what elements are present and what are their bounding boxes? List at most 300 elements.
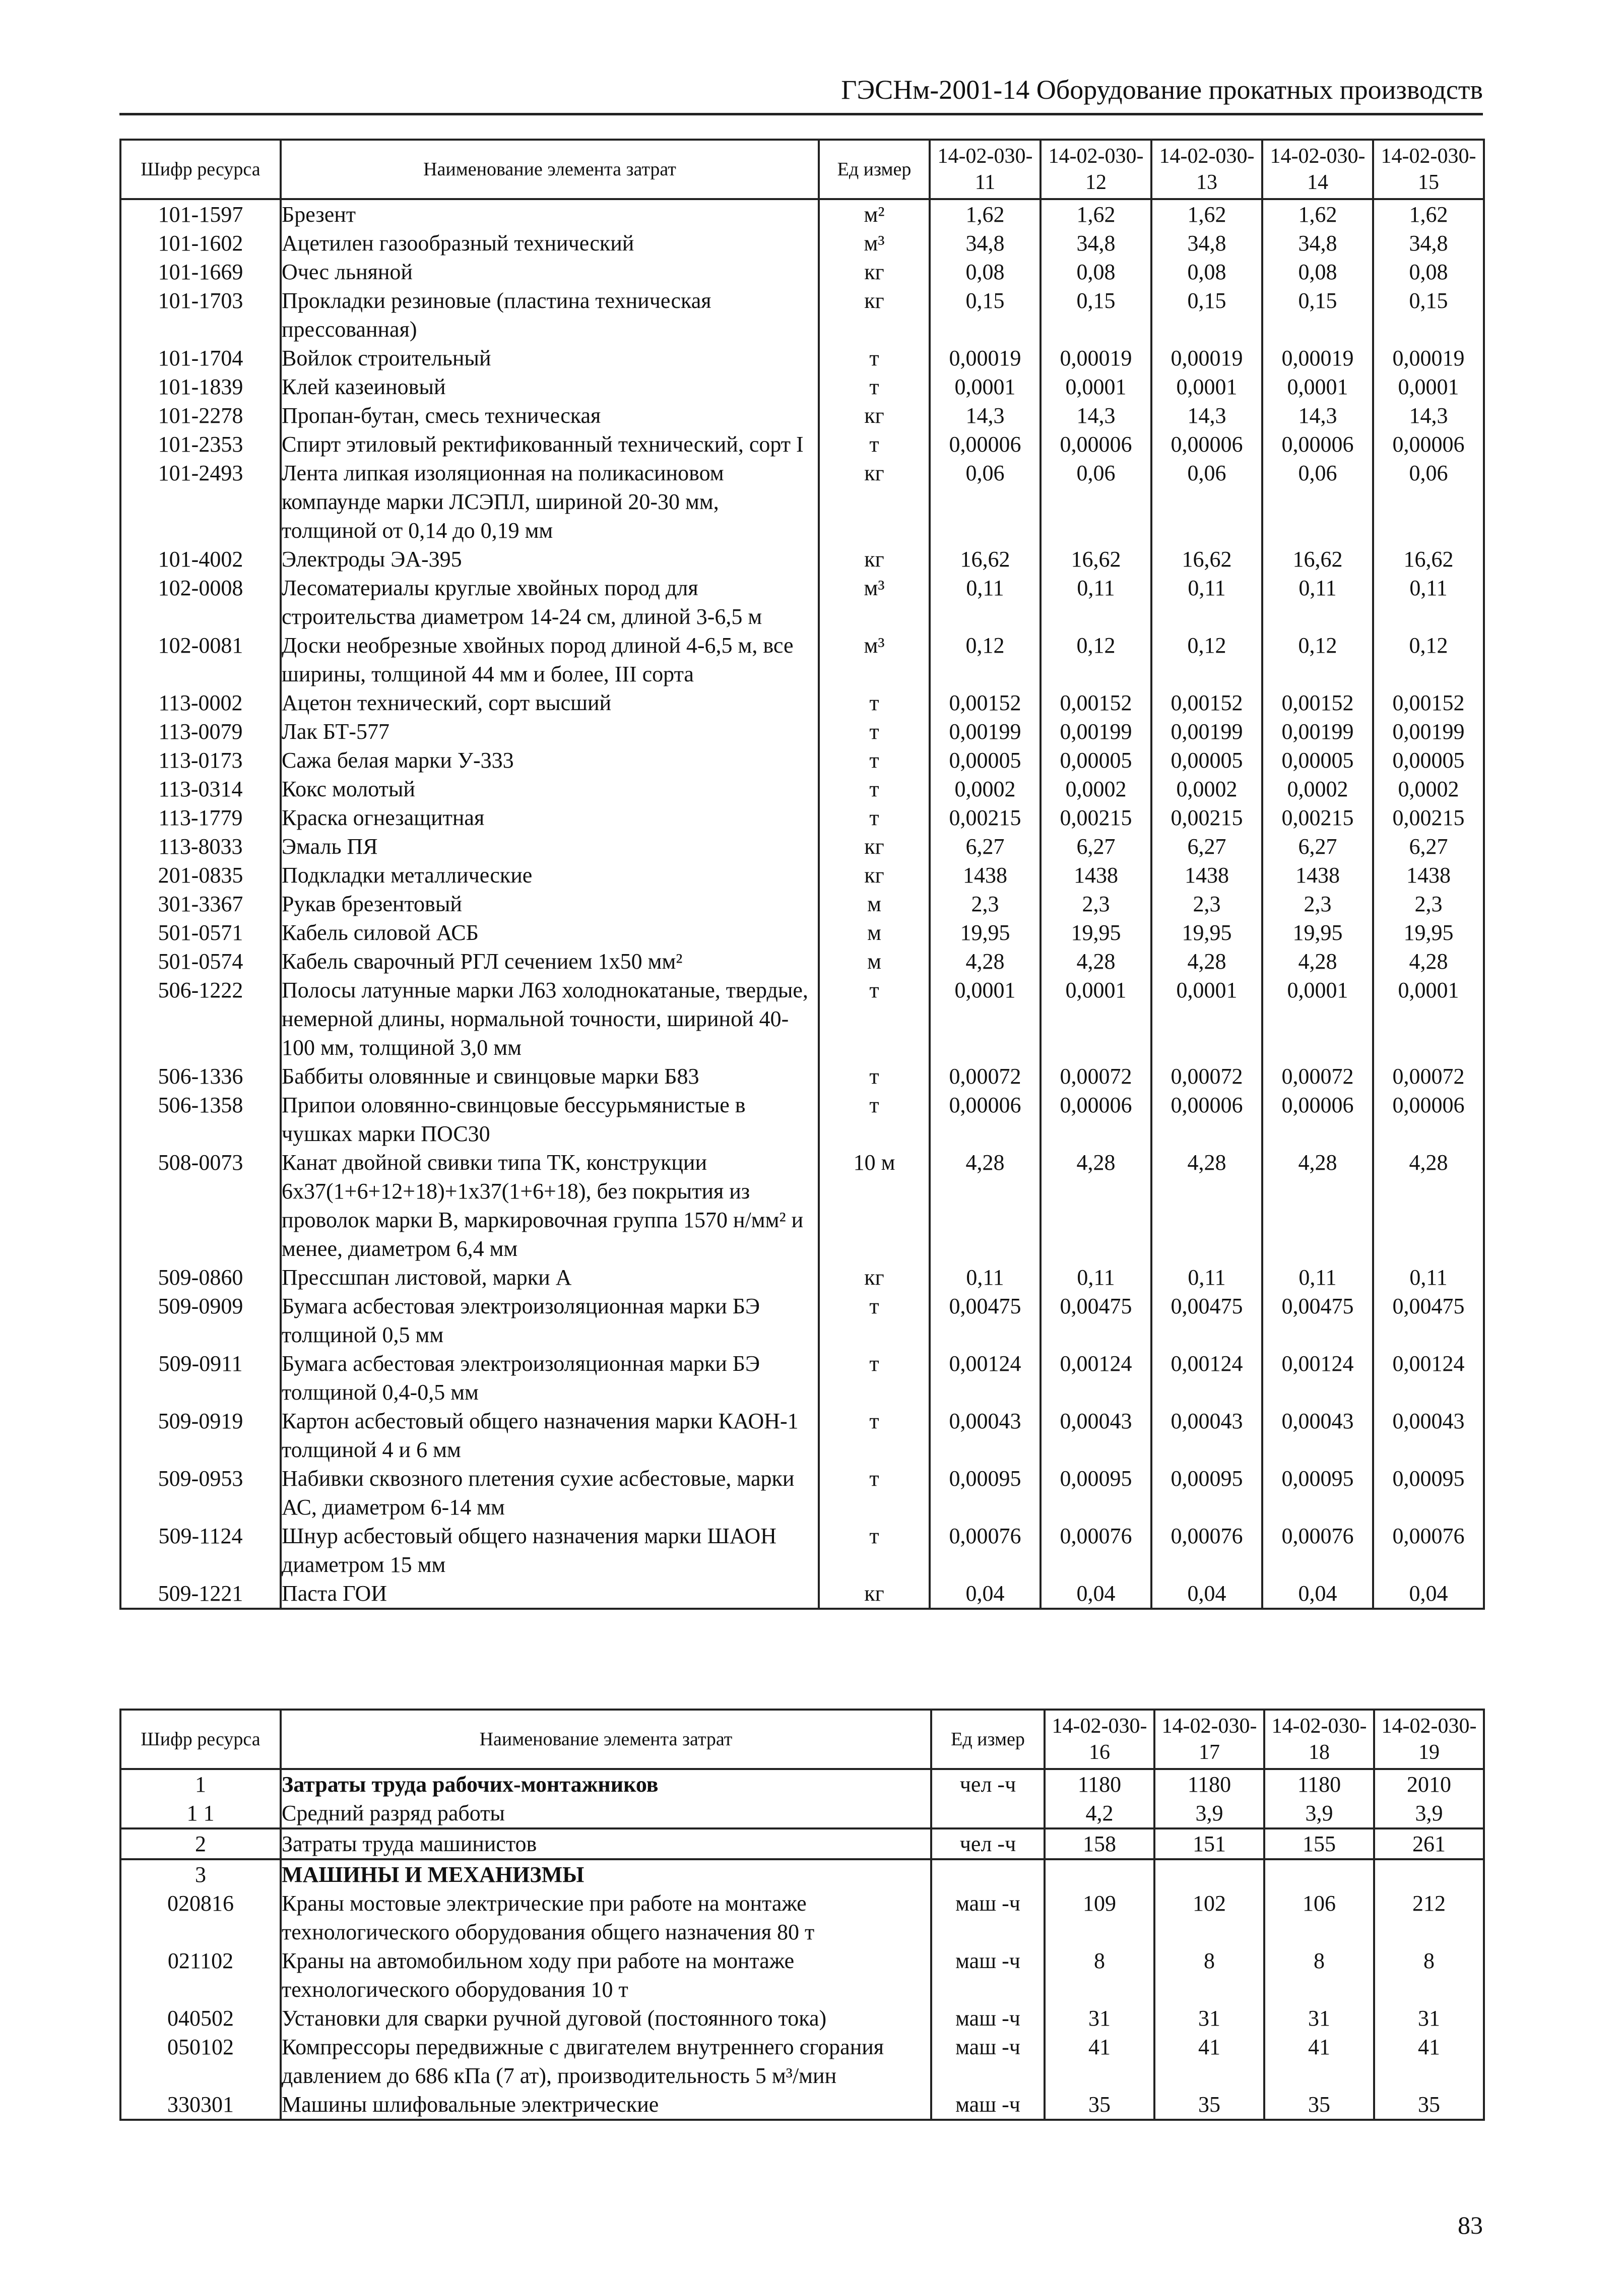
resource-unit: маш -ч — [931, 2033, 1045, 2090]
resource-unit: м — [819, 947, 930, 976]
resource-value: 0,0001 — [1041, 372, 1151, 401]
resource-code: 509-1124 — [120, 1522, 281, 1579]
resource-unit: кг — [819, 258, 930, 286]
resource-name: Канат двойной свивки типа ТК, конструкции 6х37(1+6+12+18)+1х37(1+6+18), без покрытия из проволок марки В, маркировочная группа 1570 н/мм² и менее, диаметром 6,4 мм — [281, 1148, 819, 1263]
resource-value: 34,8 — [1151, 229, 1262, 258]
resource-value: 0,08 — [1262, 258, 1373, 286]
resource-value: 0,00043 — [1151, 1407, 1262, 1464]
resource-value: 4,28 — [1373, 1148, 1484, 1263]
resource-unit: чел -ч — [931, 1769, 1045, 1799]
resource-code: 509-0860 — [120, 1263, 281, 1292]
resource-name: Затраты труда рабочих-монтажников — [281, 1769, 931, 1799]
resource-unit: маш -ч — [931, 2004, 1045, 2033]
resource-value: 0,00475 — [1041, 1292, 1151, 1349]
resource-value: 0,00006 — [1373, 430, 1484, 459]
resource-value: 0,0002 — [930, 775, 1041, 803]
resource-unit: т — [819, 775, 930, 803]
resource-value: 4,28 — [1262, 1148, 1373, 1263]
resource-value: 2,3 — [1151, 890, 1262, 918]
table-row — [120, 2090, 1484, 2120]
resource-value: 34,8 — [1041, 229, 1151, 258]
resource-unit: кг — [819, 861, 930, 890]
resource-unit: т — [819, 1062, 930, 1091]
resource-value: 0,00043 — [1373, 1407, 1484, 1464]
resource-value: 0,00006 — [1041, 1091, 1151, 1148]
resource-value: 0,00043 — [1262, 1407, 1373, 1464]
table-row — [120, 258, 1484, 286]
table-row — [120, 1292, 1484, 1349]
resource-name: Войлок строительный — [281, 344, 819, 372]
resource-unit: кг — [819, 401, 930, 430]
resource-value: 34,8 — [1373, 229, 1484, 258]
table-row — [120, 1407, 1484, 1464]
resource-name: Брезент — [281, 199, 819, 229]
resource-value: 0,12 — [1373, 631, 1484, 688]
resource-value: 212 — [1374, 1889, 1484, 1946]
resource-value: 0,00215 — [1262, 803, 1373, 832]
resource-code: 330301 — [120, 2090, 281, 2120]
resource-value: 41 — [1374, 2033, 1484, 2090]
resource-value: 0,00215 — [930, 803, 1041, 832]
resource-code: 101-1669 — [120, 258, 281, 286]
table-row — [120, 688, 1484, 717]
table-row — [120, 2004, 1484, 2033]
materials-table — [119, 139, 1485, 1610]
resource-value: 41 — [1154, 2033, 1264, 2090]
resource-value: 14,3 — [930, 401, 1041, 430]
table-row — [120, 1799, 1484, 1828]
resource-name: Шнур асбестовый общего назначения марки ШАОН диаметром 15 мм — [281, 1522, 819, 1579]
resource-value: 0,00006 — [1262, 430, 1373, 459]
resource-value: 0,15 — [1151, 286, 1262, 344]
table-row — [120, 1091, 1484, 1148]
page-header-title: ГЭСНм-2001-14 Оборудование прокатных производств — [841, 75, 1483, 105]
resource-value: 31 — [1154, 2004, 1264, 2033]
resource-value: 0,00072 — [930, 1062, 1041, 1091]
resource-unit: кг — [819, 832, 930, 861]
resource-value: 0,00199 — [1151, 717, 1262, 746]
resource-value: 16,62 — [1262, 545, 1373, 574]
resource-value: 35 — [1264, 2090, 1374, 2120]
resource-value: 0,00152 — [1262, 688, 1373, 717]
resource-name: Краны мостовые электрические при работе на монтаже технологического оборудования общего назначения 80 т — [281, 1889, 931, 1946]
resource-value: 35 — [1374, 2090, 1484, 2120]
resource-value: 6,27 — [1041, 832, 1151, 861]
table-row — [120, 803, 1484, 832]
resource-code: 501-0574 — [120, 947, 281, 976]
resource-unit: кг — [819, 1263, 930, 1292]
header-unit: Ед измер — [931, 1710, 1045, 1769]
table-row — [120, 372, 1484, 401]
resource-value: 0,0001 — [1373, 372, 1484, 401]
resource-value: 14,3 — [1041, 401, 1151, 430]
resource-code: 101-4002 — [120, 545, 281, 574]
resource-value: 0,00124 — [1041, 1349, 1151, 1407]
resource-value: 0,0001 — [1041, 976, 1151, 1062]
resource-value: 0,06 — [1151, 459, 1262, 545]
resource-value: 0,0001 — [1151, 976, 1262, 1062]
resource-name: Затраты труда машинистов — [281, 1828, 931, 1859]
table-row — [120, 1769, 1484, 1799]
resource-value: 0,08 — [1041, 258, 1151, 286]
resource-value: 0,00072 — [1041, 1062, 1151, 1091]
resource-value: 0,00215 — [1373, 803, 1484, 832]
resource-value: 0,00095 — [1373, 1464, 1484, 1522]
resource-value: 0,11 — [1041, 574, 1151, 631]
resource-code: 101-2278 — [120, 401, 281, 430]
resource-unit: кг — [819, 545, 930, 574]
resource-value: 3,9 — [1154, 1799, 1264, 1828]
resource-value: 0,0001 — [1373, 976, 1484, 1062]
resource-name: Ацетон технический, сорт высший — [281, 688, 819, 717]
resource-value: 0,00043 — [930, 1407, 1041, 1464]
resource-value: 4,28 — [1151, 1148, 1262, 1263]
resource-value: 0,11 — [1041, 1263, 1151, 1292]
resource-value: 0,00005 — [1262, 746, 1373, 775]
header-col: 14-02-030-12 — [1041, 140, 1151, 199]
resource-name: Кабель силовой АСБ — [281, 918, 819, 947]
resource-value: 0,11 — [1262, 574, 1373, 631]
table-row — [120, 832, 1484, 861]
resource-code: 101-2493 — [120, 459, 281, 545]
resource-value: 1,62 — [930, 199, 1041, 229]
resource-value: 0,00072 — [1151, 1062, 1262, 1091]
resource-code: 3 — [120, 1859, 281, 1889]
resource-value: 2010 — [1374, 1769, 1484, 1799]
table-row — [120, 890, 1484, 918]
resource-name: Сажа белая марки У-333 — [281, 746, 819, 775]
resource-value: 8 — [1264, 1946, 1374, 2004]
resource-value: 1180 — [1154, 1769, 1264, 1799]
resource-code: 1 1 — [120, 1799, 281, 1828]
resource-value: 16,62 — [930, 545, 1041, 574]
resource-value: 0,08 — [1151, 258, 1262, 286]
resource-value: 0,00475 — [1151, 1292, 1262, 1349]
resource-value: 1,62 — [1151, 199, 1262, 229]
resource-value: 8 — [1154, 1946, 1264, 2004]
resource-value: 0,00006 — [1151, 1091, 1262, 1148]
resource-value: 0,06 — [1041, 459, 1151, 545]
resource-code: 113-0314 — [120, 775, 281, 803]
resource-value: 0,11 — [1373, 1263, 1484, 1292]
resource-unit — [931, 1799, 1045, 1828]
resource-value: 31 — [1045, 2004, 1154, 2033]
resource-value: 0,00006 — [1262, 1091, 1373, 1148]
table-row — [120, 1062, 1484, 1091]
resource-name: Подкладки металлические — [281, 861, 819, 890]
resource-unit: маш -ч — [931, 1889, 1045, 1946]
resource-name: Бумага асбестовая электроизоляционная марки БЭ толщиной 0,5 мм — [281, 1292, 819, 1349]
resource-code: 2 — [120, 1828, 281, 1859]
header-code: Шифр ресурса — [120, 140, 281, 199]
header-col: 14-02-030-17 — [1154, 1710, 1264, 1769]
header-col: 14-02-030-16 — [1045, 1710, 1154, 1769]
resource-code: 113-8033 — [120, 832, 281, 861]
page-number: 83 — [1458, 2211, 1483, 2239]
header-col: 14-02-030-11 — [930, 140, 1041, 199]
resource-value: 4,28 — [1262, 947, 1373, 976]
resource-value: 0,00072 — [1373, 1062, 1484, 1091]
header-col: 14-02-030-15 — [1373, 140, 1484, 199]
resource-value: 16,62 — [1151, 545, 1262, 574]
resource-value: 0,00124 — [930, 1349, 1041, 1407]
resource-unit: чел -ч — [931, 1828, 1045, 1859]
resource-name: Набивки сквозного плетения сухие асбестовые, марки АС, диаметром 6-14 мм — [281, 1464, 819, 1522]
resource-unit: т — [819, 1522, 930, 1579]
resource-name: Бумага асбестовая электроизоляционная марки БЭ толщиной 0,4-0,5 мм — [281, 1349, 819, 1407]
resource-name: Эмаль ПЯ — [281, 832, 819, 861]
resource-code: 506-1222 — [120, 976, 281, 1062]
resource-code: 101-2353 — [120, 430, 281, 459]
resource-name: Прокладки резиновые (пластина техническая прессованная) — [281, 286, 819, 344]
resource-value: 0,08 — [1373, 258, 1484, 286]
table-row — [120, 286, 1484, 344]
resource-value: 158 — [1045, 1828, 1154, 1859]
resource-value: 3,9 — [1264, 1799, 1374, 1828]
table-row — [120, 574, 1484, 631]
resource-value: 1,62 — [1262, 199, 1373, 229]
resource-value: 0,12 — [1041, 631, 1151, 688]
resource-value: 0,15 — [1262, 286, 1373, 344]
resource-code: 113-0173 — [120, 746, 281, 775]
resource-code: 506-1358 — [120, 1091, 281, 1148]
resource-name: Картон асбестовый общего назначения марки КАОН-1 толщиной 4 и 6 мм — [281, 1407, 819, 1464]
header-col: 14-02-030-18 — [1264, 1710, 1374, 1769]
resource-value: 0,00076 — [1262, 1522, 1373, 1579]
table-row — [120, 717, 1484, 746]
resource-value: 0,00152 — [1373, 688, 1484, 717]
resource-value: 1,62 — [1373, 199, 1484, 229]
table-row — [120, 1889, 1484, 1946]
table-header-row — [120, 140, 1484, 199]
resource-value: 0,06 — [1262, 459, 1373, 545]
resource-value: 0,00199 — [930, 717, 1041, 746]
resource-name: Лесоматериалы круглые хвойных пород для строительства диаметром 14-24 см, длиной 3-6,5 м — [281, 574, 819, 631]
resource-value: 6,27 — [1151, 832, 1262, 861]
resource-value: 0,0002 — [1262, 775, 1373, 803]
resource-value: 0,00005 — [1151, 746, 1262, 775]
resource-name: Прессшпан листовой, марки А — [281, 1263, 819, 1292]
table-row — [120, 459, 1484, 545]
table-row — [120, 229, 1484, 258]
resource-unit: т — [819, 1407, 930, 1464]
resource-value: 0,00072 — [1262, 1062, 1373, 1091]
resource-value: 0,00006 — [1373, 1091, 1484, 1148]
table-row — [120, 545, 1484, 574]
resource-value: 0,00095 — [1041, 1464, 1151, 1522]
resource-value: 8 — [1045, 1946, 1154, 2004]
resource-value: 0,00475 — [1373, 1292, 1484, 1349]
resource-name: Доски необрезные хвойных пород длиной 4-6,5 м, все ширины, толщиной 44 мм и более, III сорта — [281, 631, 819, 688]
resource-value: 0,04 — [1041, 1579, 1151, 1609]
resource-value: 34,8 — [1262, 229, 1373, 258]
resource-code: 101-1703 — [120, 286, 281, 344]
table-row — [120, 746, 1484, 775]
resource-value — [1374, 1859, 1484, 1889]
resource-value: 0,04 — [1151, 1579, 1262, 1609]
resource-code: 509-0909 — [120, 1292, 281, 1349]
resource-value: 0,00095 — [1262, 1464, 1373, 1522]
resource-name: Паста ГОИ — [281, 1579, 819, 1609]
resource-value: 0,00215 — [1041, 803, 1151, 832]
resource-value: 0,00076 — [1373, 1522, 1484, 1579]
resource-value: 14,3 — [1262, 401, 1373, 430]
resource-value: 4,28 — [1373, 947, 1484, 976]
resource-code: 102-0008 — [120, 574, 281, 631]
resource-code: 509-0953 — [120, 1464, 281, 1522]
resource-value: 0,0001 — [1262, 372, 1373, 401]
table-row — [120, 1828, 1484, 1859]
resource-name: Ацетилен газообразный технический — [281, 229, 819, 258]
resource-unit: м³ — [819, 229, 930, 258]
resource-value: 0,00005 — [1373, 746, 1484, 775]
resource-value: 0,15 — [1041, 286, 1151, 344]
resource-unit: т — [819, 803, 930, 832]
resource-value: 0,00124 — [1151, 1349, 1262, 1407]
resource-value: 31 — [1374, 2004, 1484, 2033]
resource-value: 0,00076 — [1151, 1522, 1262, 1579]
resource-code: 050102 — [120, 2033, 281, 2090]
table-row — [120, 976, 1484, 1062]
resource-value: 6,27 — [1262, 832, 1373, 861]
resource-value — [1045, 1859, 1154, 1889]
resource-value: 0,12 — [930, 631, 1041, 688]
resource-value: 1438 — [1262, 861, 1373, 890]
resource-unit: т — [819, 1464, 930, 1522]
resource-name: Пропан-бутан, смесь техническая — [281, 401, 819, 430]
header-name: Наименование элемента затрат — [281, 140, 819, 199]
resource-code: 101-1597 — [120, 199, 281, 229]
resource-value: 41 — [1264, 2033, 1374, 2090]
resource-unit: м — [819, 890, 930, 918]
resource-unit: кг — [819, 1579, 930, 1609]
resource-value: 261 — [1374, 1828, 1484, 1859]
resource-value: 0,00076 — [1041, 1522, 1151, 1579]
resource-value: 1438 — [1373, 861, 1484, 890]
resource-code: 113-0079 — [120, 717, 281, 746]
resource-code: 101-1602 — [120, 229, 281, 258]
resource-name: Компрессоры передвижные с двигателем внутреннего сгорания давлением до 686 кПа (7 ат), производительность 5 м³/мин — [281, 2033, 931, 2090]
resource-name: Электроды ЭА-395 — [281, 545, 819, 574]
table-row — [120, 775, 1484, 803]
resource-unit: м³ — [819, 631, 930, 688]
resource-value: 19,95 — [1262, 918, 1373, 947]
resource-unit: кг — [819, 459, 930, 545]
resource-value: 0,0001 — [930, 976, 1041, 1062]
table-row — [120, 1148, 1484, 1263]
resource-value: 6,27 — [930, 832, 1041, 861]
resource-value: 0,00124 — [1373, 1349, 1484, 1407]
resource-value: 0,00019 — [930, 344, 1041, 372]
resource-value: 1,62 — [1041, 199, 1151, 229]
resource-value: 0,00152 — [1041, 688, 1151, 717]
resource-value: 16,62 — [1041, 545, 1151, 574]
resource-value: 0,11 — [1373, 574, 1484, 631]
resource-name: Спирт этиловый ректификованный технический, сорт I — [281, 430, 819, 459]
header-col: 14-02-030-19 — [1374, 1710, 1484, 1769]
resource-value: 0,00199 — [1373, 717, 1484, 746]
resource-code: 509-0919 — [120, 1407, 281, 1464]
resource-value: 0,15 — [930, 286, 1041, 344]
resource-value: 151 — [1154, 1828, 1264, 1859]
resource-value: 0,11 — [930, 574, 1041, 631]
resource-value: 155 — [1264, 1828, 1374, 1859]
resource-unit: т — [819, 1292, 930, 1349]
resource-name: Краска огнезащитная — [281, 803, 819, 832]
header-name: Наименование элемента затрат — [281, 1710, 931, 1769]
resource-unit: т — [819, 430, 930, 459]
resource-value: 1438 — [1151, 861, 1262, 890]
resource-value: 0,0002 — [1373, 775, 1484, 803]
resource-value: 0,00076 — [930, 1522, 1041, 1579]
resource-value: 19,95 — [1041, 918, 1151, 947]
resource-value: 0,0001 — [1262, 976, 1373, 1062]
resource-code: 1 — [120, 1769, 281, 1799]
resource-value: 2,3 — [930, 890, 1041, 918]
resource-code: 201-0835 — [120, 861, 281, 890]
resource-name: МАШИНЫ И МЕХАНИЗМЫ — [281, 1859, 931, 1889]
resource-value: 35 — [1154, 2090, 1264, 2120]
table-row — [120, 1464, 1484, 1522]
resource-value: 0,12 — [1262, 631, 1373, 688]
resource-unit: т — [819, 746, 930, 775]
header-unit: Ед измер — [819, 140, 930, 199]
resource-name: Кокс молотый — [281, 775, 819, 803]
resource-value: 109 — [1045, 1889, 1154, 1946]
table-row — [120, 2033, 1484, 2090]
resource-value: 0,11 — [1262, 1263, 1373, 1292]
resource-name: Лента липкая изоляционная на поликасиновом компаунде марки ЛСЭПЛ, шириной 20-30 мм, толщиной от 0,14 до 0,19 мм — [281, 459, 819, 545]
resource-code: 040502 — [120, 2004, 281, 2033]
resource-value: 0,00019 — [1151, 344, 1262, 372]
table-row — [120, 199, 1484, 229]
resource-unit: маш -ч — [931, 2090, 1045, 2120]
resource-unit — [931, 1859, 1045, 1889]
resource-value: 102 — [1154, 1889, 1264, 1946]
resource-unit: т — [819, 1349, 930, 1407]
resource-name: Установки для сварки ручной дуговой (постоянного тока) — [281, 2004, 931, 2033]
table-row — [120, 344, 1484, 372]
table-row — [120, 401, 1484, 430]
table-row — [120, 861, 1484, 890]
resource-value: 1438 — [930, 861, 1041, 890]
resource-value — [1264, 1859, 1374, 1889]
table-row — [120, 1946, 1484, 2004]
resource-value: 0,00006 — [1041, 430, 1151, 459]
table-row — [120, 1859, 1484, 1889]
resource-value: 16,62 — [1373, 545, 1484, 574]
resource-value: 0,00152 — [930, 688, 1041, 717]
resource-name: Кабель сварочный РГЛ сечением 1х50 мм² — [281, 947, 819, 976]
resource-unit: м² — [819, 199, 930, 229]
resource-unit: 10 м — [819, 1148, 930, 1263]
resource-name: Краны на автомобильном ходу при работе на монтаже технологического оборудования 10 т — [281, 1946, 931, 2004]
resource-code: 020816 — [120, 1889, 281, 1946]
table-row — [120, 430, 1484, 459]
resource-value: 0,00475 — [1262, 1292, 1373, 1349]
header-col: 14-02-030-14 — [1262, 140, 1373, 199]
resource-value: 0,00019 — [1373, 344, 1484, 372]
resource-code: 506-1336 — [120, 1062, 281, 1091]
resource-value: 2,3 — [1041, 890, 1151, 918]
resource-code: 102-0081 — [120, 631, 281, 688]
resource-value: 0,06 — [930, 459, 1041, 545]
resource-unit: т — [819, 372, 930, 401]
resource-value: 4,2 — [1045, 1799, 1154, 1828]
resource-code: 301-3367 — [120, 890, 281, 918]
resource-value: 0,00215 — [1151, 803, 1262, 832]
resource-unit: маш -ч — [931, 1946, 1045, 2004]
